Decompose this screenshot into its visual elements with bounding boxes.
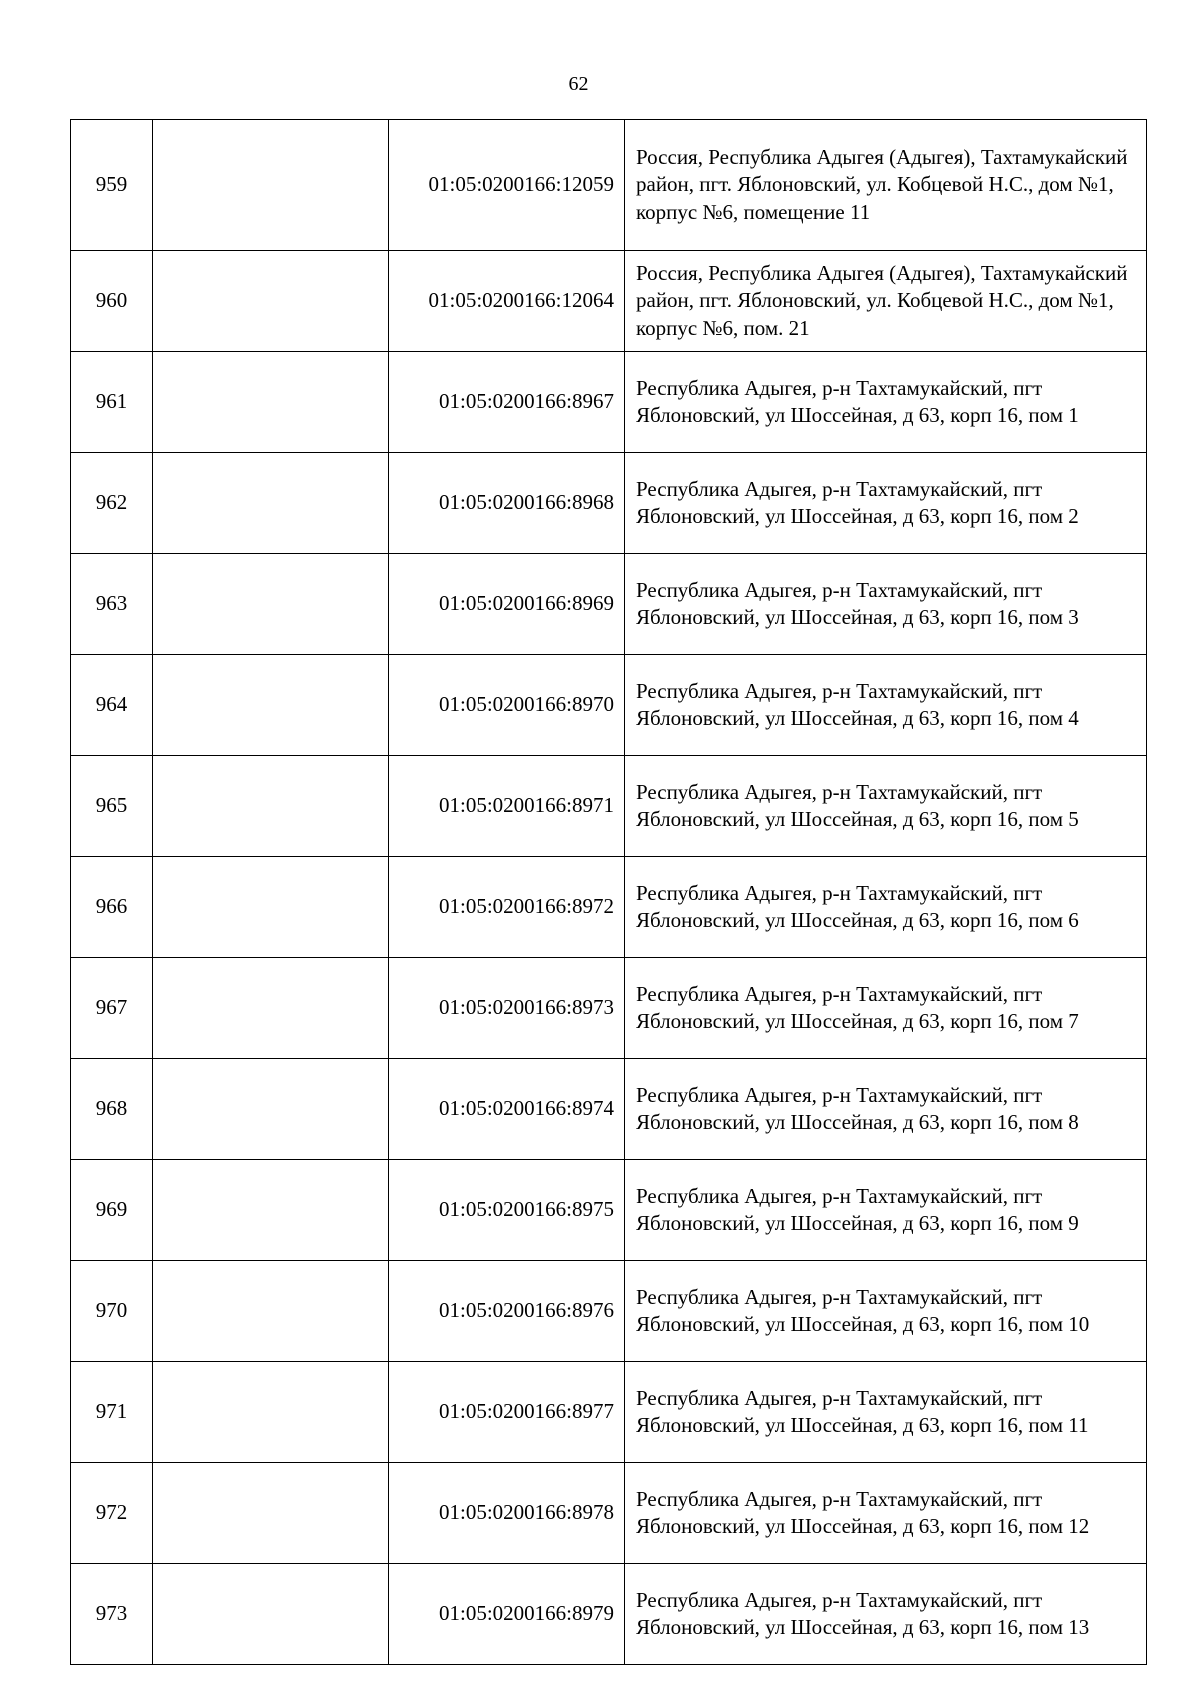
cadastral-number: 01:05:0200166:8979 bbox=[389, 1564, 625, 1665]
object-name bbox=[153, 1564, 389, 1665]
object-name bbox=[153, 352, 389, 453]
object-address: Республика Адыгея, р-н Тахтамукайский, пгт Яблоновский, ул Шоссейная, д 63, корп 16, пом 6 bbox=[625, 857, 1147, 958]
row-number: 963 bbox=[71, 554, 153, 655]
table-row bbox=[71, 1160, 1147, 1261]
property-table bbox=[70, 119, 1147, 1665]
table-row bbox=[71, 857, 1147, 958]
table-row bbox=[71, 1362, 1147, 1463]
row-number: 962 bbox=[71, 453, 153, 554]
object-name bbox=[153, 958, 389, 1059]
table-row bbox=[71, 1564, 1147, 1665]
cadastral-number: 01:05:0200166:12064 bbox=[389, 251, 625, 352]
cadastral-number: 01:05:0200166:8970 bbox=[389, 655, 625, 756]
cadastral-number: 01:05:0200166:8968 bbox=[389, 453, 625, 554]
cadastral-number: 01:05:0200166:8973 bbox=[389, 958, 625, 1059]
object-name bbox=[153, 1160, 389, 1261]
cadastral-number: 01:05:0200166:8978 bbox=[389, 1463, 625, 1564]
row-number: 960 bbox=[71, 251, 153, 352]
row-number: 959 bbox=[71, 120, 153, 251]
object-name bbox=[153, 120, 389, 251]
object-address: Республика Адыгея, р-н Тахтамукайский, пгт Яблоновский, ул Шоссейная, д 63, корп 16, пом 3 bbox=[625, 554, 1147, 655]
object-name bbox=[153, 756, 389, 857]
row-number: 973 bbox=[71, 1564, 153, 1665]
table-row bbox=[71, 554, 1147, 655]
object-address: Республика Адыгея, р-н Тахтамукайский, пгт Яблоновский, ул Шоссейная, д 63, корп 16, пом 10 bbox=[625, 1261, 1147, 1362]
page-number: 62 bbox=[568, 73, 589, 95]
object-name bbox=[153, 1362, 389, 1463]
object-name bbox=[153, 251, 389, 352]
cadastral-number: 01:05:0200166:8975 bbox=[389, 1160, 625, 1261]
table-row bbox=[71, 756, 1147, 857]
table-row bbox=[71, 1463, 1147, 1564]
object-name bbox=[153, 655, 389, 756]
object-name bbox=[153, 1059, 389, 1160]
object-address: Республика Адыгея, р-н Тахтамукайский, пгт Яблоновский, ул Шоссейная, д 63, корп 16, пом 7 bbox=[625, 958, 1147, 1059]
object-address: Республика Адыгея, р-н Тахтамукайский, пгт Яблоновский, ул Шоссейная, д 63, корп 16, пом 1 bbox=[625, 352, 1147, 453]
object-address: Республика Адыгея, р-н Тахтамукайский, пгт Яблоновский, ул Шоссейная, д 63, корп 16, пом 4 bbox=[625, 655, 1147, 756]
row-number: 965 bbox=[71, 756, 153, 857]
cadastral-number: 01:05:0200166:8974 bbox=[389, 1059, 625, 1160]
cadastral-number: 01:05:0200166:8969 bbox=[389, 554, 625, 655]
object-address: Республика Адыгея, р-н Тахтамукайский, пгт Яблоновский, ул Шоссейная, д 63, корп 16, пом 2 bbox=[625, 453, 1147, 554]
table-row bbox=[71, 958, 1147, 1059]
table-row bbox=[71, 1261, 1147, 1362]
cadastral-number: 01:05:0200166:8971 bbox=[389, 756, 625, 857]
row-number: 970 bbox=[71, 1261, 153, 1362]
object-name bbox=[153, 857, 389, 958]
object-address: Россия, Республика Адыгея (Адыгея), Тахтамукайский район, пгт. Яблоновский, ул. Кобцевой Н.С., дом №1, корпус №6, пом. 21 bbox=[625, 251, 1147, 352]
cadastral-number: 01:05:0200166:8972 bbox=[389, 857, 625, 958]
table-row bbox=[71, 352, 1147, 453]
object-address: Республика Адыгея, р-н Тахтамукайский, пгт Яблоновский, ул Шоссейная, д 63, корп 16, пом 12 bbox=[625, 1463, 1147, 1564]
cadastral-number: 01:05:0200166:12059 bbox=[389, 120, 625, 251]
row-number: 961 bbox=[71, 352, 153, 453]
object-address: Республика Адыгея, р-н Тахтамукайский, пгт Яблоновский, ул Шоссейная, д 63, корп 16, пом 9 bbox=[625, 1160, 1147, 1261]
row-number: 968 bbox=[71, 1059, 153, 1160]
object-address: Республика Адыгея, р-н Тахтамукайский, пгт Яблоновский, ул Шоссейная, д 63, корп 16, пом 11 bbox=[625, 1362, 1147, 1463]
object-address: Республика Адыгея, р-н Тахтамукайский, пгт Яблоновский, ул Шоссейная, д 63, корп 16, пом 5 bbox=[625, 756, 1147, 857]
table-row bbox=[71, 120, 1147, 251]
row-number: 971 bbox=[71, 1362, 153, 1463]
row-number: 969 bbox=[71, 1160, 153, 1261]
object-address: Республика Адыгея, р-н Тахтамукайский, пгт Яблоновский, ул Шоссейная, д 63, корп 16, пом 8 bbox=[625, 1059, 1147, 1160]
object-name bbox=[153, 1463, 389, 1564]
table-row bbox=[71, 1059, 1147, 1160]
row-number: 966 bbox=[71, 857, 153, 958]
object-name bbox=[153, 554, 389, 655]
table-row bbox=[71, 251, 1147, 352]
object-address: Республика Адыгея, р-н Тахтамукайский, пгт Яблоновский, ул Шоссейная, д 63, корп 16, пом 13 bbox=[625, 1564, 1147, 1665]
row-number: 972 bbox=[71, 1463, 153, 1564]
row-number: 964 bbox=[71, 655, 153, 756]
cadastral-number: 01:05:0200166:8976 bbox=[389, 1261, 625, 1362]
table-row bbox=[71, 453, 1147, 554]
object-name bbox=[153, 453, 389, 554]
cadastral-number: 01:05:0200166:8967 bbox=[389, 352, 625, 453]
object-address: Россия, Республика Адыгея (Адыгея), Тахтамукайский район, пгт. Яблоновский, ул. Кобцевой Н.С., дом №1, корпус №6, помещение 11 bbox=[625, 120, 1147, 251]
cadastral-number: 01:05:0200166:8977 bbox=[389, 1362, 625, 1463]
row-number: 967 bbox=[71, 958, 153, 1059]
object-name bbox=[153, 1261, 389, 1362]
table-row bbox=[71, 655, 1147, 756]
